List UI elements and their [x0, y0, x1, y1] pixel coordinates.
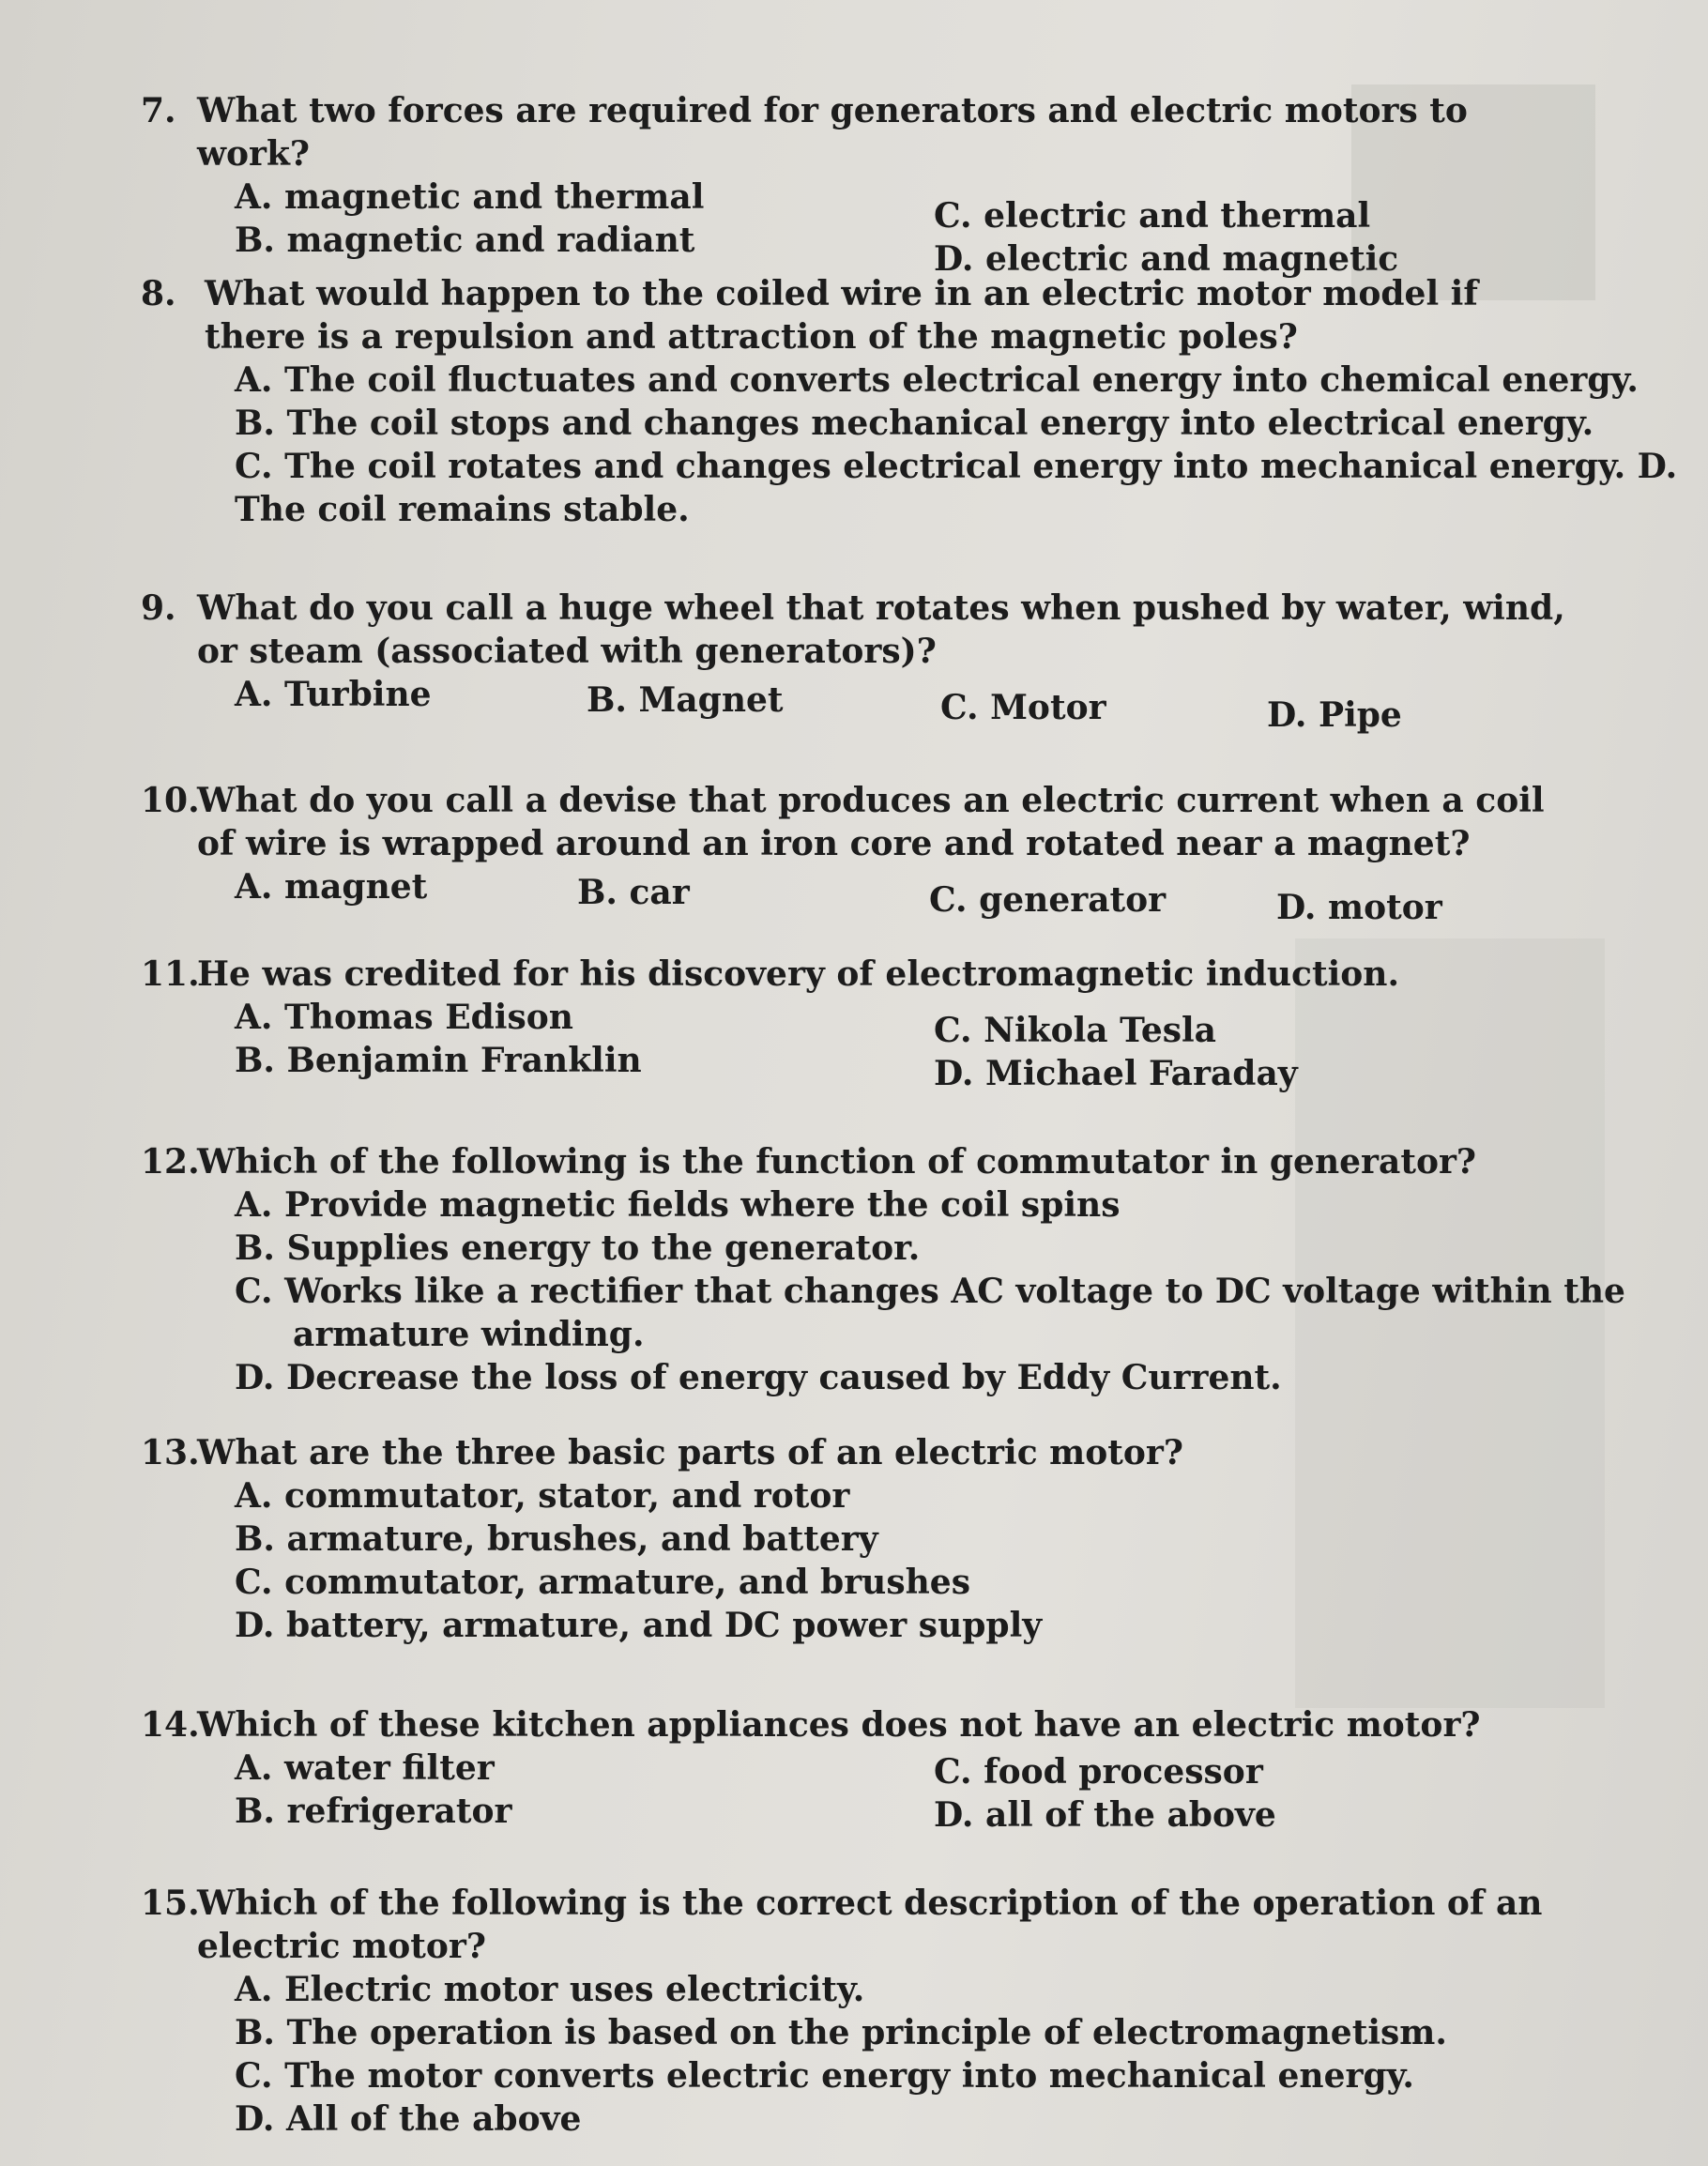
- answer-options: [235, 1183, 1625, 1399]
- option-a[interactable]: A. Electric motor uses electricity.: [235, 1970, 865, 2009]
- question-15: [141, 1882, 1586, 2141]
- question-14: [141, 1703, 1586, 1833]
- answer-options: [235, 358, 1678, 531]
- option-d[interactable]: D. Pipe: [1267, 695, 1402, 735]
- option-c[interactable]: C. Nikola Tesla: [934, 1011, 1216, 1050]
- question-number: 7.: [141, 91, 176, 130]
- question-text: Which of these kitchen appliances does not have an electric motor?: [197, 1705, 1481, 1745]
- option-b[interactable]: B. The coil stops and changes mechanical energy into electrical energy.: [235, 404, 1594, 443]
- question-11: [141, 953, 1586, 1093]
- option-a[interactable]: A. commutator, stator, and rotor: [235, 1476, 850, 1516]
- answer-options: [235, 1747, 1586, 1833]
- option-a[interactable]: A. magnetic and thermal: [235, 177, 705, 217]
- option-d[interactable]: D. All of the above: [235, 2099, 582, 2139]
- question-number: 13.: [141, 1433, 200, 1472]
- option-a[interactable]: A. Thomas Edison: [235, 998, 573, 1037]
- option-d[interactable]: D. motor: [1276, 888, 1442, 927]
- option-b[interactable]: B. armature, brushes, and battery: [235, 1519, 878, 1559]
- question-number: 15.: [141, 1884, 200, 1923]
- question-text: He was credited for his discovery of electromagnetic induction.: [197, 954, 1399, 994]
- option-c[interactable]: C. electric and thermal: [934, 196, 1371, 236]
- question-text: Which of the following is the correct description of the operation of an electric motor?: [197, 1884, 1543, 1966]
- option-a[interactable]: A. The coil fluctuates and converts electrical energy into chemical energy.: [235, 360, 1639, 400]
- option-d[interactable]: D. Michael Faraday: [934, 1054, 1298, 1093]
- option-b[interactable]: B. car: [577, 873, 690, 912]
- answer-options: [235, 996, 1586, 1093]
- option-d[interactable]: D. all of the above: [934, 1795, 1276, 1835]
- question-number: 9.: [141, 588, 176, 628]
- option-b[interactable]: B. Magnet: [587, 680, 784, 720]
- option-b[interactable]: B. Benjamin Franklin: [235, 1041, 642, 1080]
- option-d[interactable]: D. Decrease the loss of energy caused by Eddy Current.: [235, 1358, 1282, 1397]
- option-d[interactable]: D. battery, armature, and DC power supply: [235, 1606, 1043, 1645]
- question-7: [141, 89, 1586, 279]
- option-c-continued: armature winding.: [293, 1315, 645, 1354]
- question-text: What are the three basic parts of an electric motor?: [197, 1433, 1183, 1472]
- option-d[interactable]: The coil remains stable.: [235, 490, 690, 529]
- option-c[interactable]: C. Motor: [940, 688, 1106, 727]
- option-b[interactable]: B. Supplies energy to the generator.: [235, 1228, 921, 1268]
- question-text: What would happen to the coiled wire in an electric motor model if there is a repulsion and attraction of the magnetic poles?: [205, 274, 1478, 357]
- option-c[interactable]: C. The motor converts electric energy into mechanical energy.: [235, 2056, 1414, 2096]
- question-text: What two forces are required for generators and electric motors to work?: [197, 91, 1468, 174]
- option-b[interactable]: B. refrigerator: [235, 1792, 512, 1831]
- quiz-sheet: [141, 89, 1678, 2154]
- answer-options: [235, 175, 1586, 279]
- question-number: 14.: [141, 1705, 200, 1745]
- option-a[interactable]: A. Provide magnetic fields where the coil spins: [235, 1185, 1121, 1225]
- option-c[interactable]: C. Works like a rectifier that changes AC voltage to DC voltage within the: [235, 1272, 1625, 1311]
- option-c[interactable]: C. generator: [929, 880, 1167, 920]
- option-a[interactable]: A. water filter: [235, 1748, 495, 1788]
- answer-options: [235, 865, 1586, 927]
- question-12: [141, 1140, 1625, 1399]
- option-a[interactable]: A. magnet: [235, 867, 428, 907]
- question-text: What do you call a huge wheel that rotates when pushed by water, wind, or steam (associated with generators)?: [197, 588, 1565, 671]
- answer-options: [235, 1474, 1586, 1647]
- question-8: [141, 272, 1678, 531]
- answer-options: [235, 673, 1586, 735]
- option-a[interactable]: A. Turbine: [235, 675, 432, 714]
- question-text: What do you call a devise that produces an electric current when a coil of wire is wrapped around an iron core and rotated near a magnet?: [197, 781, 1545, 863]
- answer-options: [235, 1968, 1586, 2141]
- question-number: 11.: [141, 954, 200, 994]
- option-c[interactable]: C. food processor: [934, 1752, 1263, 1792]
- option-c[interactable]: C. commutator, armature, and brushes: [235, 1563, 970, 1602]
- question-number: 12.: [141, 1142, 200, 1182]
- option-b[interactable]: B. magnetic and radiant: [235, 221, 695, 260]
- option-b[interactable]: B. The operation is based on the principle of electromagnetism.: [235, 2013, 1447, 2052]
- question-number: 10.: [141, 781, 200, 820]
- question-text: Which of the following is the function of commutator in generator?: [197, 1142, 1477, 1182]
- option-d[interactable]: D. electric and magnetic: [934, 239, 1399, 279]
- question-13: [141, 1431, 1586, 1647]
- option-c[interactable]: C. The coil rotates and changes electrical energy into mechanical energy. D.: [235, 447, 1678, 486]
- question-10: [141, 779, 1586, 927]
- question-9: [141, 587, 1586, 735]
- question-number: 8.: [141, 274, 176, 313]
